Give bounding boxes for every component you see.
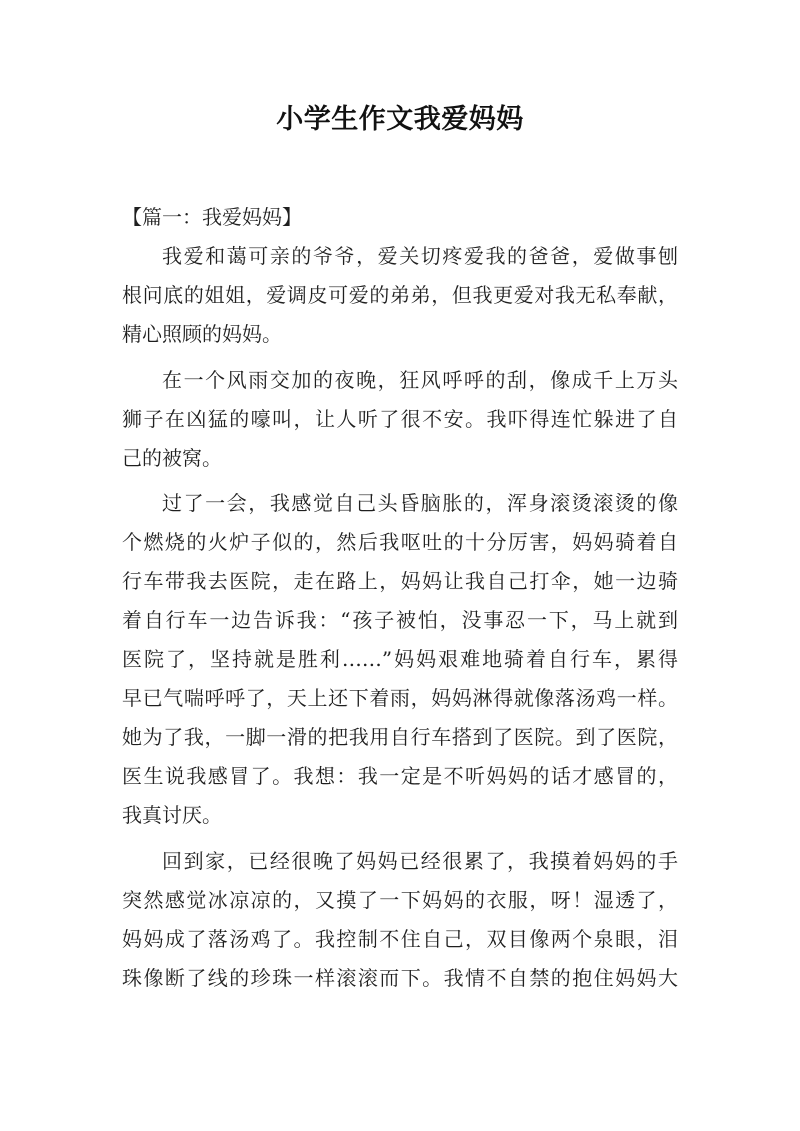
paragraph-line: 我真讨厌。 xyxy=(122,803,222,827)
paragraph-line: 医生说我感冒了。我想：我一定是不听妈妈的话才感冒的， xyxy=(122,764,678,788)
paragraph-4 xyxy=(122,842,678,998)
paragraph-line: 个燃烧的火炉子似的，然后我呕吐的十分厉害，妈妈骑着自 xyxy=(122,530,678,554)
paragraph-line: 着自行车一边告诉我：“孩子被怕，没事忍一下，马上就到 xyxy=(122,608,678,632)
paragraph-1 xyxy=(122,237,678,354)
paragraph-2 xyxy=(122,361,678,478)
paragraph-line: 在一个风雨交加的夜晚，狂风呼呼的刮，像成千上万头 xyxy=(162,367,678,392)
paragraph-line: 己的被窝。 xyxy=(122,445,222,470)
paragraph-line: 回到家，已经很晚了妈妈已经很累了，我摸着妈妈的手 xyxy=(162,848,678,873)
document-title: 小学生作文我爱妈妈 xyxy=(276,104,524,135)
paragraph-line: 狮子在凶猛的嚎叫，让人听了很不安。我吓得连忙躲进了自 xyxy=(122,406,678,431)
paragraph-line: 早已气喘呼呼了，天上还下着雨，妈妈淋得就像落汤鸡一样。 xyxy=(122,686,678,710)
paragraph-line: 她为了我，一脚一滑的把我用自行车搭到了医院。到了医院， xyxy=(122,725,678,749)
paragraph-line: 过了一会，我感觉自己头昏脑胀的，浑身滚烫滚烫的像 xyxy=(162,491,678,515)
paragraph-line: 我爱和蔼可亲的爷爷，爱关切疼爱我的爸爸，爱做事刨 xyxy=(162,244,678,268)
paragraph-3 xyxy=(122,484,678,835)
paragraph-line: 妈妈成了落汤鸡了。我控制不住自己，双目像两个泉眼，泪 xyxy=(122,926,678,951)
section-heading: 【篇一：我爱妈妈】 xyxy=(122,205,302,229)
paragraph-line: 行车带我去医院，走在路上，妈妈让我自己打伞，她一边骑 xyxy=(122,569,678,593)
document-body xyxy=(122,198,678,1004)
paragraph-line: 医院了，坚持就是胜利……”妈妈艰难地骑着自行车，累得 xyxy=(122,647,678,671)
paragraph-line: 根问底的姐姐，爱调皮可爱的弟弟，但我更爱对我无私奉献， xyxy=(122,283,678,307)
paragraph-line: 精心照顾的妈妈。 xyxy=(122,322,282,346)
paragraph-line: 珠像断了线的珍珠一样滚滚而下。我情不自禁的抱住妈妈大 xyxy=(122,965,678,990)
paragraph-line: 突然感觉冰凉凉的，又摸了一下妈妈的衣服，呀！湿透了， xyxy=(122,887,678,912)
